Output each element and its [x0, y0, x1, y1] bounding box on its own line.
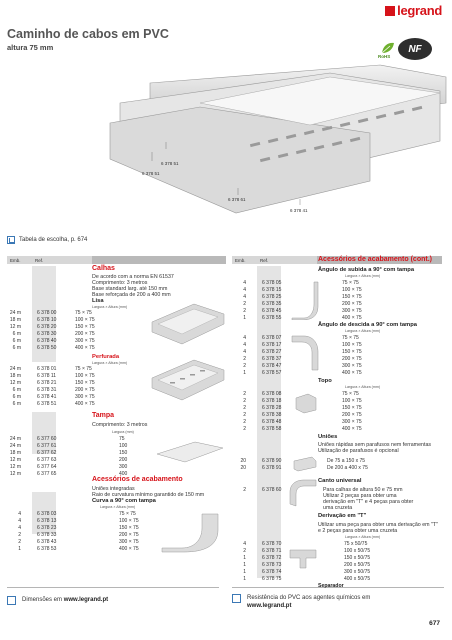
calhas-desc: Base standard larg. até 150 mm: [92, 286, 168, 292]
table-row: 2 6 378 47 300 × 75: [243, 363, 362, 369]
table-row: 2 6 378 71 100 x 50/75: [243, 548, 371, 554]
derivacao-unit: Largura × Altura (mm): [345, 535, 381, 539]
dimensions-icon: [7, 596, 16, 605]
derivacao-title: Derivação em "T": [318, 513, 367, 519]
topo-unit: Largura × Altura (mm): [345, 385, 381, 389]
tampa-title: Tampa: [92, 412, 115, 419]
emb-header: Emb.: [235, 257, 246, 263]
canto-desc: Utilizar 2 peças para obter uma: [323, 493, 397, 499]
table-row: 4 6 378 70 75 x 50/75: [243, 541, 368, 547]
separador-title: Separador: [318, 583, 344, 589]
canto-desc: Para calhas de altura 50 e 75 mm: [323, 487, 403, 493]
left-column-header-bar: [92, 256, 226, 264]
dimensions-note[interactable]: Dimensões em www.legrand.pt: [22, 597, 109, 603]
fall-angle-image: [290, 334, 320, 372]
table-row: 2 6 378 28 150 × 75: [243, 405, 362, 411]
topo-title: Topo: [318, 378, 332, 384]
ref-header: Ref.: [35, 257, 44, 263]
table-row: 1 6 378 73 200 x 50/75: [243, 562, 371, 568]
table-row: 4 6 378 23 150 × 75: [18, 525, 139, 531]
table-row: 6 m 6 378 40 300 × 75: [12, 338, 95, 344]
acabamento-cont-title: Acessórios de acabamento (cont.): [318, 256, 432, 263]
table-row: 2 6 378 18 100 × 75: [243, 398, 362, 404]
emb-header: Emb.: [10, 257, 21, 263]
tampa-unit: Largura (mm): [112, 430, 134, 434]
table-row: 6 m 6 378 31 200 × 75: [12, 387, 95, 393]
perfurada-title: Perfurada: [92, 354, 120, 360]
table-row: 2 6 378 35 200 × 75: [243, 301, 362, 307]
rohs-label: RoHS: [378, 54, 391, 59]
footer-divider: [7, 587, 219, 588]
table-row: 2 6 378 38 200 × 75: [243, 412, 362, 418]
curve-image: [158, 510, 222, 554]
resistance-note[interactable]: Resistência do PVC aos agentes químicos em www.legrand.pt: [247, 595, 371, 609]
lisa-unit: Largura × Altura (mm): [92, 305, 128, 309]
hero-ref-label: 6 378 41: [290, 208, 308, 213]
table-row: 4 6 378 27 150 × 75: [243, 349, 362, 355]
joint-image: [292, 455, 318, 473]
table-row: 6 m 6 378 30 200 × 75: [12, 331, 95, 337]
dimensions-link[interactable]: www.legrand.pt: [63, 597, 109, 603]
table-row: 1 6 378 55 400 × 75: [243, 315, 362, 321]
table-row: 2 6 378 43 300 × 75: [18, 539, 139, 545]
table-row: 4 6 378 03 75 × 75: [18, 511, 136, 517]
table-row: 24 m 6 378 01 75 × 75: [9, 366, 92, 372]
calhas-desc: Base reforçada de 200 a 400 mm: [92, 292, 171, 298]
nf-badge: NF: [398, 38, 432, 60]
choice-table-label: Tabela de escolha, p. 674: [19, 237, 88, 243]
chemical-resistance-icon: [232, 594, 241, 603]
curva-title: Curva a 90° com tampa: [92, 498, 156, 504]
derivacao-desc: e 2 peças para obter uma cruzeta: [318, 528, 398, 534]
subida-unit: Largura × Altura (mm): [345, 274, 381, 278]
page-subtitle: altura 75 mm: [7, 43, 54, 52]
table-row: 24 m 6 378 00 75 × 75: [9, 310, 92, 316]
table-row: 12 m 6 377 63 200: [9, 457, 128, 463]
table-row: 4 6 378 13 100 × 75: [18, 518, 139, 524]
unioes-title: Uniões: [318, 434, 338, 440]
unioes-desc: Uniões rápidas sem parafusos nem ferramentas: [318, 442, 432, 448]
page-title: Caminho de cabos em PVC: [7, 27, 169, 41]
table-row: 1 6 378 72 150 x 50/75: [243, 555, 371, 561]
brand-logo: [385, 3, 442, 18]
end-cap-image: [294, 392, 318, 414]
table-row: 4 6 378 05 75 × 75: [243, 280, 359, 286]
page-reference-icon: [7, 236, 15, 244]
table-row: 18 m 6 378 10 100 × 75: [9, 317, 95, 323]
table-row: 12 m 6 377 65 400: [9, 471, 128, 477]
table-row: 24 m 6 377 61 100: [9, 443, 128, 449]
legrand-square-icon: [385, 6, 395, 16]
table-row: 12 m 6 378 21 150 × 75: [9, 380, 95, 386]
hero-ref-label: 6 378 61: [228, 197, 246, 202]
table-row: 12 m 6 377 64 300: [9, 464, 128, 470]
curva-unit: Largura × Altura (mm): [100, 505, 136, 509]
calhas-desc: De acordo com a norma EN 61537: [92, 274, 174, 280]
tee-junction-image: [288, 540, 318, 570]
tray-solid-image: [150, 300, 226, 346]
canto-desc: uma cruzeta: [323, 505, 353, 511]
table-row: 18 m 6 378 11 100 × 75: [9, 373, 95, 379]
tray-perforated-image: [150, 356, 226, 402]
lisa-title: Lisa: [92, 298, 104, 304]
table-row: 6 m 6 378 51 400 × 75: [12, 401, 95, 407]
acabamento-desc: Uniões integradas: [92, 486, 135, 492]
table-row: 1 6 378 75 400 x 50/75: [243, 576, 371, 582]
hero-ref-label: 6 378 51: [142, 171, 160, 176]
table-row: 12 m 6 378 20 150 × 75: [9, 324, 95, 330]
subida-title: Ângulo de subida a 90° com tampa: [318, 267, 415, 273]
derivacao-desc: Utilizar uma peça para obter uma derivação em "T": [318, 522, 439, 528]
universal-corner-image: [288, 478, 318, 508]
acabamento-desc: Raio de curvatura mínimo garantido de 150 mm: [92, 492, 205, 498]
table-row: 18 m 6 377 62 150: [9, 450, 128, 456]
table-row: 6 m 6 378 41 300 × 75: [12, 394, 95, 400]
descida-title: Ângulo de descida a 90° com tampa: [318, 322, 417, 328]
hero-ref-label: 6 378 51: [161, 161, 179, 166]
table-row: 2 6 378 08 75 × 75: [243, 391, 359, 397]
table-row: 24 m 6 377 60 75: [9, 436, 125, 442]
canto-desc: derivação em "T" e 4 peças para obter: [323, 499, 414, 505]
lid-image: [155, 440, 225, 464]
table-row: 2 6 378 45 300 × 75: [243, 308, 362, 314]
table-row: 6 m 6 378 50 400 × 75: [12, 345, 95, 351]
ref-header: Ref.: [260, 257, 269, 263]
table-row: 4 6 378 25 150 × 75: [243, 294, 362, 300]
table-row: 4 6 378 17 100 × 75: [243, 342, 362, 348]
perfurada-unit: Largura × Altura (mm): [92, 361, 128, 365]
table-row: 2 6 378 48 300 × 75: [243, 419, 362, 425]
calhas-desc: Comprimento: 3 metros: [92, 280, 148, 286]
tampa-length: Comprimento: 3 metros: [92, 422, 148, 428]
resistance-link[interactable]: www.legrand.pt: [247, 603, 292, 609]
choice-table-link[interactable]: [7, 236, 87, 244]
table-row: 4 6 378 07 75 × 75: [243, 335, 359, 341]
table-row: 20 6 378 91 De 200 a 400 x 75: [240, 465, 368, 471]
table-row: 2 6 378 33 200 × 75: [18, 532, 139, 538]
table-row: 1 6 378 57 400 × 75: [243, 370, 362, 376]
table-row: 4 6 378 15 100 × 75: [243, 287, 362, 293]
unioes-desc: Utilização de parafusos é opcional: [318, 448, 399, 454]
brand-name: legrand: [397, 3, 442, 18]
table-row: 2 6 378 37 200 × 75: [243, 356, 362, 362]
acabamento-title: Acessórios de acabamento: [92, 476, 183, 483]
table-row: 2 6 378 60: [243, 487, 282, 493]
page-number: 677: [429, 620, 440, 627]
rise-angle-image: [290, 280, 320, 320]
table-row: 2 6 378 58 400 × 75: [243, 426, 362, 432]
rohs-leaf-icon: [380, 41, 396, 55]
table-row: 20 6 378 90 De 75 a 150 x 75: [240, 458, 366, 464]
table-row: 1 6 378 74 300 x 50/75: [243, 569, 371, 575]
hero-cable-tray-illustration: [0, 63, 452, 223]
left-column-header: [7, 256, 92, 264]
calhas-title: Calhas: [92, 265, 115, 272]
descida-unit: Largura × Altura (mm): [345, 329, 381, 333]
table-row: 1 6 378 53 400 × 75: [18, 546, 139, 552]
canto-title: Canto universal: [318, 478, 362, 484]
right-column-header: [232, 256, 317, 264]
